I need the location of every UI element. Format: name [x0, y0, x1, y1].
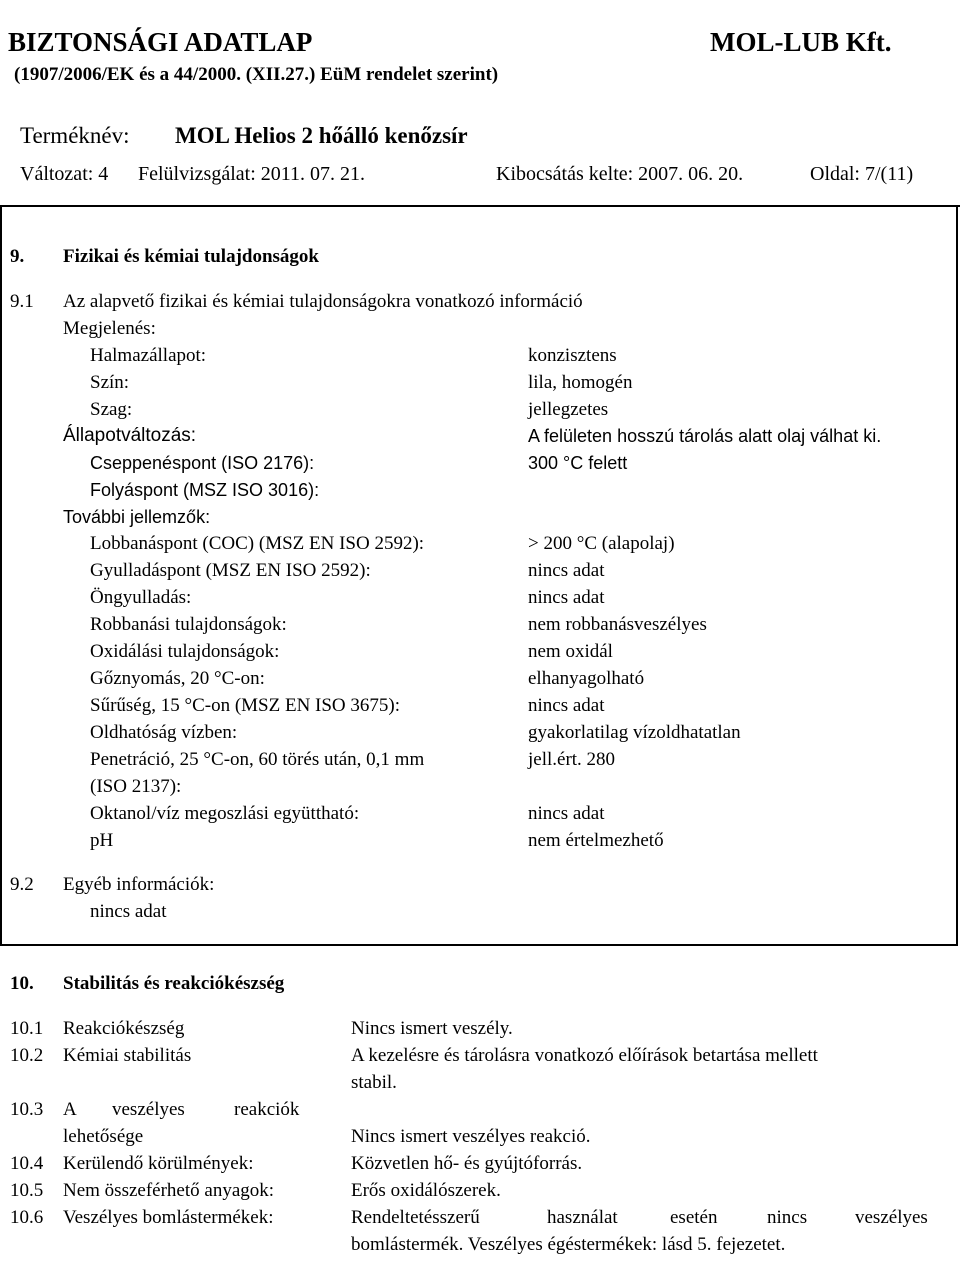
product-label: Terméknév:: [20, 123, 130, 148]
property-label: Állapotváltozás:: [63, 425, 197, 446]
property-value: nem oxidál: [528, 641, 613, 662]
further-properties-label: További jellemzők:: [63, 507, 211, 527]
subsection-9-2-title: Egyéb információk:: [63, 874, 215, 895]
subsection-label: Veszélyes bomlástermékek:: [63, 1207, 274, 1228]
subsection-label: Kémiai stabilitás: [63, 1045, 192, 1066]
property-value: jellegzetes: [528, 399, 609, 420]
subsection-value-word: veszélyes: [855, 1207, 928, 1228]
product-name: MOL Helios 2 hőálló kenőzsír: [175, 123, 468, 148]
property-value: nincs adat: [528, 587, 605, 608]
subsection-number: 10.5: [10, 1180, 44, 1201]
property-label: (ISO 2137):: [90, 776, 182, 797]
property-value: nem robbanásveszélyes: [528, 614, 707, 635]
subsection-number: 10.1: [10, 1018, 44, 1039]
property-label: pH: [90, 830, 114, 851]
subsection-value: Erős oxidálószerek.: [351, 1180, 501, 1201]
subsection-value: Nincs ismert veszélyes reakció.: [351, 1126, 591, 1147]
section9-right-border: [956, 205, 958, 945]
subsection-value-continued: bomlástermék. Veszélyes égéstermékek: lásd 5. fejezetet.: [351, 1234, 786, 1255]
property-label: Lobbanáspont (COC) (MSZ EN ISO 2592):: [90, 533, 425, 554]
property-label: Gyulladáspont (MSZ EN ISO 2592):: [90, 560, 371, 581]
subsection-value-word: Rendeltetésszerű: [351, 1207, 480, 1228]
property-label: Halmazállapot:: [90, 345, 207, 366]
subsection-label: Nem összeférhető anyagok:: [63, 1180, 275, 1201]
property-label: Oldhatóság vízben:: [90, 722, 238, 743]
revision-date: Felülvizsgálat: 2011. 07. 21.: [138, 163, 366, 185]
property-label: Cseppenéspont (ISO 2176):: [90, 453, 315, 473]
subsection-label: Reakciókészség: [63, 1018, 185, 1039]
subsection-value-continued: stabil.: [351, 1072, 397, 1093]
property-value: elhanyagolható: [528, 668, 645, 689]
section9-number: 9.: [10, 246, 25, 267]
property-value: gyakorlatilag vízoldhatatlan: [528, 722, 741, 743]
subsection-label-continued: lehetősége: [63, 1126, 144, 1147]
subsection-label-word: reakciók: [234, 1099, 300, 1120]
subsection-9-2-number: 9.2: [10, 874, 34, 895]
subsection-value: Közvetlen hő- és gyújtóforrás.: [351, 1153, 583, 1174]
appearance-label: Megjelenés:: [63, 318, 156, 339]
subsection-9-1-title: Az alapvető fizikai és kémiai tulajdonságokra vonatkozó információ: [63, 291, 583, 312]
property-value: nem értelmezhető: [528, 830, 664, 851]
header-rule: [0, 205, 960, 207]
company-name: MOL-LUB Kft.: [710, 27, 892, 57]
property-label: Oktanol/víz megoszlási együttható:: [90, 803, 360, 824]
subsection-label-word: veszélyes: [112, 1099, 185, 1120]
page-number: Oldal: 7/(11): [810, 163, 914, 185]
property-label: Szín:: [90, 372, 130, 393]
property-label: Gőznyomás, 20 °C-on:: [90, 668, 265, 689]
section9-title: Fizikai és kémiai tulajdonságok: [63, 246, 319, 267]
regulation-line: (1907/2006/EK és a 44/2000. (XII.27.) EüM rendelet szerint): [14, 64, 499, 85]
property-label: Szag:: [90, 399, 133, 420]
property-value: nincs adat: [528, 560, 605, 581]
property-label: Oxidálási tulajdonságok:: [90, 641, 280, 662]
subsection-label-word: A: [63, 1099, 77, 1120]
subsection-value-word: használat: [547, 1207, 618, 1228]
property-label: Folyáspont (MSZ ISO 3016):: [90, 480, 320, 500]
property-value: > 200 °C (alapolaj): [528, 533, 675, 554]
property-value: lila, homogén: [528, 372, 633, 393]
property-value: nincs adat: [528, 803, 605, 824]
property-label: Penetráció, 25 °C-on, 60 törés után, 0,1 mm: [90, 749, 425, 770]
subsection-number: 10.4: [10, 1153, 44, 1174]
property-label: Sűrűség, 15 °C-on (MSZ EN ISO 3675):: [90, 695, 401, 716]
subsection-9-2-value: nincs adat: [90, 901, 167, 922]
property-value: 300 °C felett: [528, 453, 628, 473]
subsection-value: A kezelésre és tárolásra vonatkozó előírások betartása mellett: [351, 1045, 818, 1066]
document-title: BIZTONSÁGI ADATLAP: [8, 27, 313, 57]
section9-left-border: [0, 205, 2, 945]
property-value: nincs adat: [528, 695, 605, 716]
subsection-number: 10.3: [10, 1099, 44, 1120]
subsection-value: Nincs ismert veszély.: [351, 1018, 513, 1039]
property-value: konzisztens: [528, 345, 617, 366]
subsection-value-word: esetén: [670, 1207, 718, 1228]
issue-date: Kibocsátás kelte: 2007. 06. 20.: [496, 163, 744, 185]
section10-title: Stabilitás és reakciókészség: [63, 973, 285, 994]
subsection-number: 10.6: [10, 1207, 44, 1228]
property-label: Robbanási tulajdonságok:: [90, 614, 287, 635]
version: Változat: 4: [20, 163, 109, 185]
subsection-number: 10.2: [10, 1045, 44, 1066]
subsection-9-1-number: 9.1: [10, 291, 34, 312]
subsection-label: Kerülendő körülmények:: [63, 1153, 254, 1174]
section9-bottom-border: [0, 944, 958, 946]
property-value: jell.ért. 280: [528, 749, 616, 770]
subsection-value-word: nincs: [767, 1207, 808, 1228]
property-label: Öngyulladás:: [90, 587, 192, 608]
property-value: A felületen hosszú tárolás alatt olaj válhat ki.: [528, 426, 882, 446]
section10-number: 10.: [10, 973, 34, 994]
